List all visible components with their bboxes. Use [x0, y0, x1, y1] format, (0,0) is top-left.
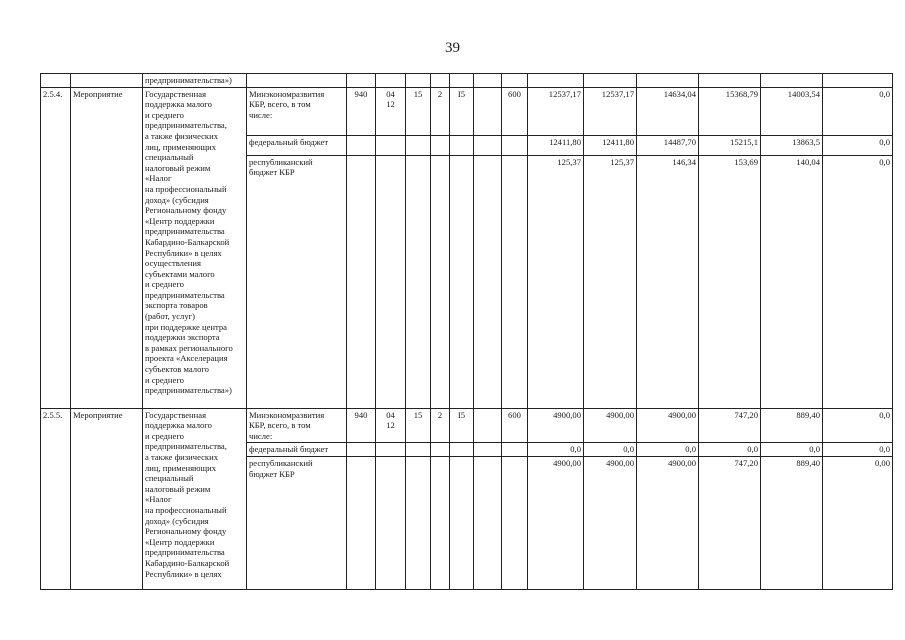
value-cell: 0,0	[699, 443, 761, 457]
carry-over-text: предпринимательства»)	[143, 74, 247, 88]
value-cell: 4900,00	[637, 456, 699, 589]
table-row	[41, 408, 893, 443]
value-cell: 0,00	[823, 456, 893, 589]
row-label: республиканский бюджет КБР	[247, 155, 347, 408]
row-label: Минэкономразвития КБР, всего, в том числе:	[247, 408, 347, 443]
row-label: федеральный бюджет	[247, 443, 347, 457]
code-vr: 600	[502, 87, 528, 136]
item-number: 2.5.5.	[41, 408, 71, 589]
value-cell: 14487,70	[637, 136, 699, 155]
value-cell: 747,20	[699, 456, 761, 589]
code-c3: I5	[450, 408, 474, 443]
value-cell: 4900,00	[637, 408, 699, 443]
value-cell: 0,0	[823, 87, 893, 136]
code-grbs: 940	[347, 408, 376, 443]
value-cell: 125,37	[528, 155, 584, 408]
value-cell: 889,40	[761, 408, 823, 443]
value-cell: 4900,00	[584, 408, 637, 443]
code-rzpr: 04 12	[376, 87, 406, 136]
item-description: Государственная поддержка малого и среднего предпринимательства, а также физических лиц, применяющих специальный налоговый режим «Налог на профессиональный доход» (субсидия Региональному фонду «Центр поддержки предпринимательства Кабардино-Балкарской Республики» в целях осуществления субъектами малого и среднего предпринимательства экспорта товаров (работ, услуг) при поддержке центра поддержки экспорта в рамках регионального проекта «Акселерация субъектов малого и среднего предпринимательства»)	[143, 87, 247, 408]
value-cell: 0,0	[823, 408, 893, 443]
value-cell: 15368,79	[699, 87, 761, 136]
code-c3: I5	[450, 87, 474, 136]
value-cell: 0,0	[823, 136, 893, 155]
value-cell: 12411,80	[584, 136, 637, 155]
value-cell: 125,37	[584, 155, 637, 408]
page-number: 39	[445, 40, 460, 56]
value-cell: 0,0	[528, 443, 584, 457]
code-c2: 2	[431, 408, 450, 443]
item-description: Государственная поддержка малого и среднего предпринимательства, а также физических лиц, применяющих специальный налоговый режим «Налог на профессиональный доход» (субсидия Региональному фонду «Центр поддержки предпринимательства Кабардино-Балкарской Республики» в целях	[143, 408, 247, 589]
code-rzpr: 04 12	[376, 408, 406, 443]
table-row	[41, 87, 893, 136]
code-c2: 2	[431, 87, 450, 136]
item-type: Мероприятие	[71, 408, 143, 589]
code-vr: 600	[502, 408, 528, 443]
row-label: Минэкономразвития КБР, всего, в том числе:	[247, 87, 347, 136]
code-c1: 15	[406, 408, 431, 443]
value-cell: 12537,17	[528, 87, 584, 136]
value-cell: 747,20	[699, 408, 761, 443]
value-cell: 0,0	[637, 443, 699, 457]
value-cell: 12411,80	[528, 136, 584, 155]
row-label: федеральный бюджет	[247, 136, 347, 155]
value-cell: 14003,54	[761, 87, 823, 136]
row-label: республиканский бюджет КБР	[247, 456, 347, 589]
value-cell: 12537,17	[584, 87, 637, 136]
value-cell: 889,40	[761, 456, 823, 589]
item-type: Мероприятие	[71, 87, 143, 408]
value-cell: 146,34	[637, 155, 699, 408]
value-cell: 14634,04	[637, 87, 699, 136]
value-cell: 0,0	[823, 443, 893, 457]
value-cell: 4900,00	[528, 456, 584, 589]
value-cell: 13863,5	[761, 136, 823, 155]
code-grbs: 940	[347, 87, 376, 136]
carry-over-row	[41, 74, 893, 88]
code-c1: 15	[406, 87, 431, 136]
value-cell: 153,69	[699, 155, 761, 408]
value-cell: 0,0	[584, 443, 637, 457]
item-number: 2.5.4.	[41, 87, 71, 408]
value-cell: 15215,1	[699, 136, 761, 155]
value-cell: 4900,00	[528, 408, 584, 443]
budget-table	[40, 73, 893, 590]
value-cell: 140,04	[761, 155, 823, 408]
value-cell: 4900,00	[584, 456, 637, 589]
value-cell: 0,0	[823, 155, 893, 408]
value-cell: 0,0	[761, 443, 823, 457]
code-c4	[474, 408, 502, 443]
code-c4	[474, 87, 502, 136]
